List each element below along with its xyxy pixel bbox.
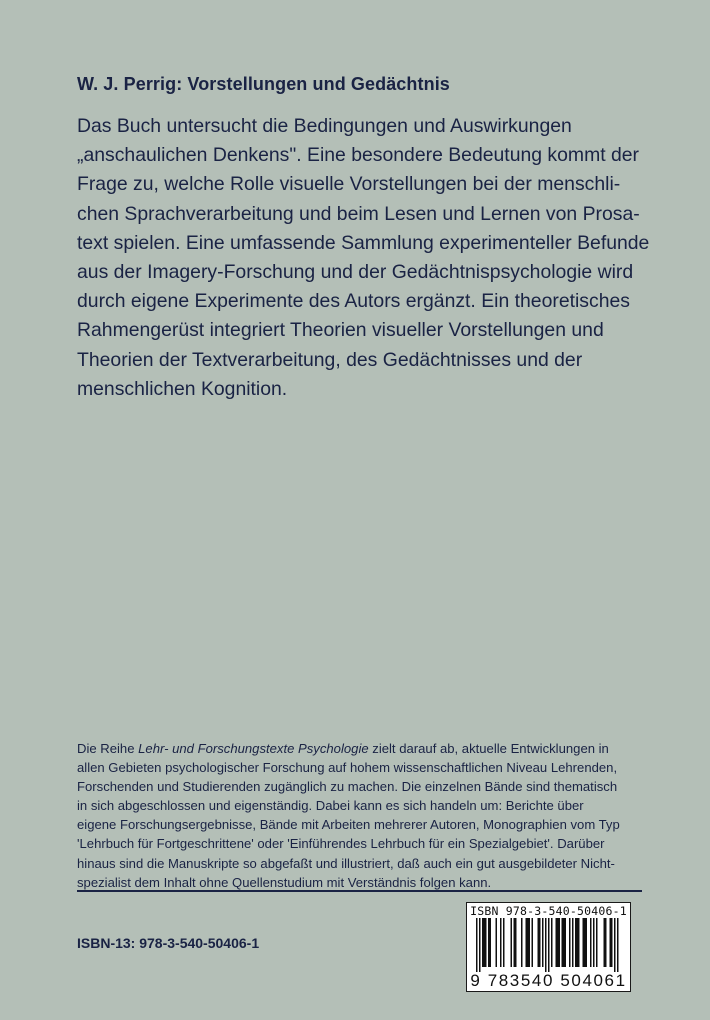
barcode-bar	[476, 918, 478, 972]
series-line: eigene Forschungsergebnisse, Bände mit Arbeiten mehrerer Autoren, Monographien vom Typ	[77, 817, 620, 833]
book-description	[77, 112, 650, 404]
barcode-bar	[562, 918, 567, 967]
description-line: Rahmengerüst integriert Theorien visueller Vorstellungen und	[77, 319, 604, 342]
barcode-bar	[538, 918, 541, 967]
barcode-bar	[532, 918, 534, 967]
description-line: aus der Imagery-Forschung und der Gedächtnispsychologie wird	[77, 261, 634, 284]
barcode-bar	[614, 918, 616, 972]
description-line: „anschaulichen Denkens". Eine besondere Bedeutung kommt der	[77, 144, 640, 167]
description-line: Frage zu, welche Rolle visuelle Vorstellungen bei der menschli-	[77, 173, 621, 196]
book-title: W. J. Perrig: Vorstellungen und Gedächtnis	[77, 74, 450, 94]
barcode-bar	[496, 918, 498, 967]
barcode-bar	[548, 918, 550, 972]
series-prefix: Die Reihe	[77, 741, 139, 756]
barcode-bar	[503, 918, 505, 967]
barcode-bar	[569, 918, 571, 967]
barcode-bar	[575, 918, 580, 967]
barcode-bar	[482, 918, 487, 967]
barcode-bar	[488, 918, 491, 967]
description-line: Theorien der Textverarbeitung, des Gedächtnisses und der	[77, 348, 583, 371]
series-line: in sich abgeschlossen und eigenständig. Dabei kann es sich handeln um: Berichte über	[77, 798, 584, 814]
divider-line	[77, 890, 642, 892]
description-line: chen Sprachverarbeitung und beim Lesen und Lernen von Prosa-	[77, 202, 640, 225]
series-description	[77, 739, 647, 892]
barcode-bar	[593, 918, 595, 967]
barcode-bar	[572, 918, 574, 967]
description-line: durch eigene Experimente des Autors ergänzt. Ein theoretisches	[77, 290, 630, 313]
description-line: Das Buch untersucht die Bedingungen und Auswirkungen	[77, 115, 572, 137]
description-line: menschlichen Kognition.	[77, 377, 288, 400]
barcode-bars	[470, 918, 626, 972]
barcode-bar	[500, 918, 502, 967]
barcode-bar	[514, 918, 517, 967]
barcode-bar	[556, 918, 561, 967]
series-line: 'Lehrbuch für Fortgeschrittene' oder 'Einführendes Lehrbuch für ein Spezialgebiet'. Darüber	[77, 836, 605, 852]
barcode-bar	[545, 918, 547, 972]
series-first-line	[77, 739, 647, 758]
barcode-digits: 9 783540 504061	[470, 971, 627, 990]
series-suffix: zielt darauf ab, aktuelle Entwicklungen in	[368, 741, 609, 756]
barcode-bar	[604, 918, 607, 967]
barcode-isbn-text: ISBN 978-3-540-50406-1	[470, 904, 627, 918]
barcode-bar	[610, 918, 613, 967]
barcode-label	[466, 902, 631, 992]
description-line: text spielen. Eine umfassende Sammlung experimenteller Befunde	[77, 231, 650, 254]
barcode-bar	[590, 918, 592, 967]
series-line: allen Gebieten psychologischer Forschung auf hohem wissenschaftlichen Niveau Lehrenden,	[77, 760, 618, 776]
barcode-bar	[551, 918, 553, 967]
barcode-bar	[479, 918, 481, 972]
barcode-bar	[583, 918, 588, 967]
barcode-bar	[526, 918, 531, 967]
barcode-bar	[511, 918, 513, 967]
series-line: spezialist dem Inhalt ohne Quellenstudium mit Verständnis folgen kann.	[77, 874, 492, 890]
series-text-lines	[77, 758, 647, 892]
barcode-bar	[617, 918, 619, 972]
barcode-bar	[521, 918, 523, 967]
series-name: Lehr- und Forschungstexte Psychologie	[138, 741, 369, 756]
barcode-bar	[542, 918, 544, 967]
series-line: hinaus sind die Manuskripte so abgefaßt und illustriert, daß auch ein gut ausgebildeter Nicht-	[77, 855, 615, 871]
isbn-label: ISBN-13: 978-3-540-50406-1	[77, 935, 260, 951]
series-line: Forschenden und Studierenden zugänglich zu machen. Die einzelnen Bände sind thematisch	[77, 779, 618, 795]
barcode-bar	[596, 918, 598, 967]
